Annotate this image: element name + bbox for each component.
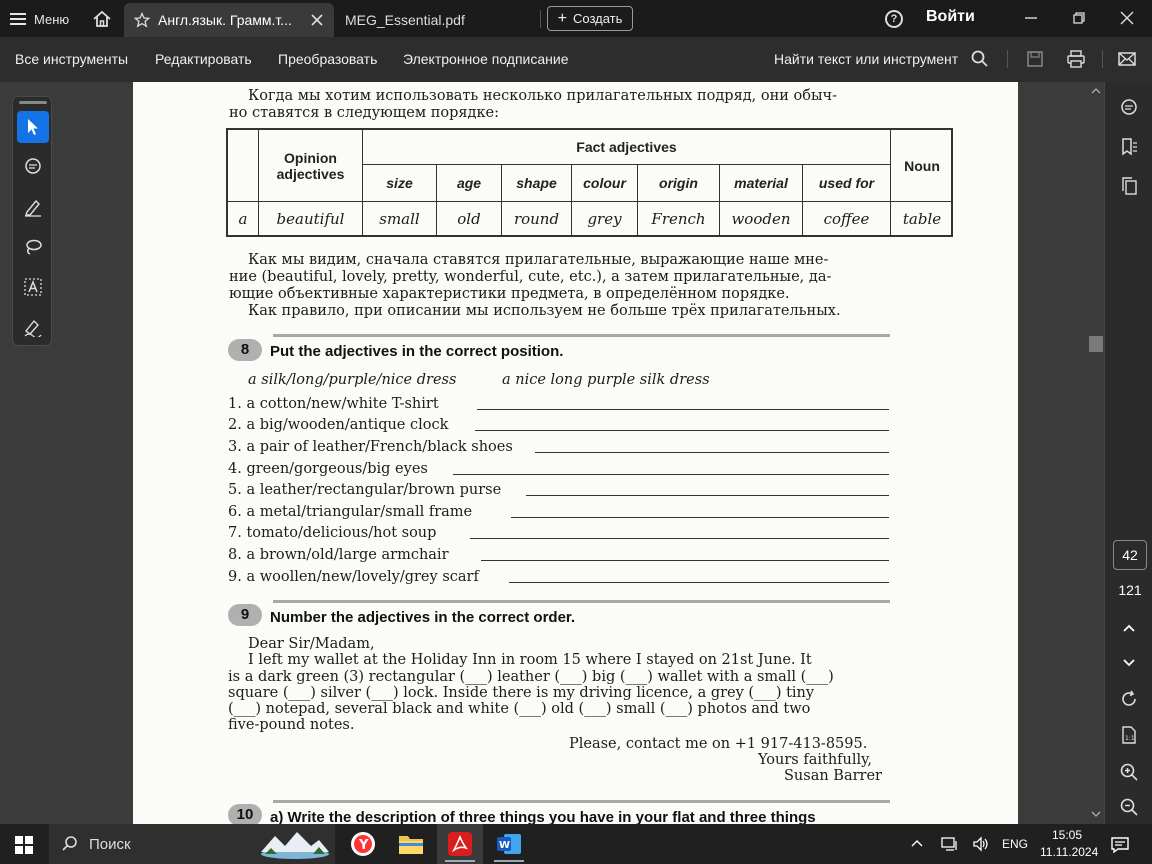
- signature-icon: [23, 317, 43, 337]
- letter-signature: Susan Barrer: [784, 768, 882, 784]
- edit-button[interactable]: Редактировать: [155, 51, 252, 67]
- text-box-icon: [23, 277, 43, 297]
- answer-line[interactable]: [526, 495, 889, 496]
- help-icon[interactable]: ?: [885, 10, 903, 28]
- minimize-icon[interactable]: [1021, 8, 1041, 28]
- windows-taskbar: [0, 824, 1152, 864]
- explain-line-1: Как мы видим, сначала ставятся прилагательные, выражающие наше мне-: [248, 252, 829, 268]
- search-icon: [61, 835, 79, 853]
- yandex-browser-icon: [350, 831, 376, 857]
- col-material: material: [720, 165, 803, 202]
- create-label: Создать: [572, 11, 623, 26]
- exercise-9-badge: 9: [228, 604, 262, 626]
- lasso-icon: [23, 237, 43, 257]
- save-icon[interactable]: [1025, 49, 1045, 69]
- all-tools-button[interactable]: Все инструменты: [15, 51, 129, 67]
- search-icon[interactable]: [970, 49, 990, 69]
- section-rule: [273, 334, 890, 337]
- menu-button[interactable]: [10, 8, 69, 30]
- tab-meg-essential[interactable]: [345, 3, 535, 37]
- letter-closing: Please, contact me on +1 917-413-8595.: [569, 736, 868, 752]
- table-cell: a: [228, 202, 259, 235]
- exercise-8-badge: 8: [228, 339, 262, 361]
- exercise-10-badge: 10: [228, 804, 262, 824]
- col-size: size: [363, 165, 437, 202]
- drag-handle[interactable]: [19, 101, 47, 104]
- table-cell: grey: [572, 202, 638, 235]
- svg-text:1:1: 1:1: [1125, 735, 1135, 742]
- section-rule: [273, 600, 890, 603]
- answer-line[interactable]: [535, 452, 889, 453]
- tab-label: Англ.язык. Грамм.т...: [158, 12, 292, 28]
- answer-line[interactable]: [475, 430, 889, 431]
- answer-line[interactable]: [511, 517, 889, 518]
- zoom-out-icon[interactable]: [1119, 797, 1139, 817]
- explain-line-2: ние (beautiful, lovely, pretty, wonderful, cute, etc.), а затем прилагательные, да-: [229, 269, 832, 285]
- sign-tool-button[interactable]: [17, 311, 49, 343]
- exercise-item: 9. a woollen/new/lovely/grey scarf: [228, 569, 479, 585]
- table-cell: coffee: [803, 202, 891, 235]
- bookmark-icon[interactable]: [1119, 137, 1139, 157]
- answer-line[interactable]: [477, 409, 889, 410]
- star-icon[interactable]: [134, 12, 150, 28]
- text-tool-button[interactable]: [17, 271, 49, 303]
- convert-button[interactable]: Преобразовать: [278, 51, 378, 67]
- answer-line[interactable]: [481, 560, 889, 561]
- table-corner-cell: [228, 130, 259, 202]
- table-cell: small: [363, 202, 437, 235]
- find-tool-button[interactable]: Найти текст или инструмент: [774, 51, 959, 67]
- col-age: age: [437, 165, 502, 202]
- email-icon[interactable]: [1117, 49, 1137, 69]
- divider: [1102, 50, 1103, 68]
- letter-closing: Yours faithfully,: [758, 752, 873, 768]
- hamburger-icon: [10, 13, 26, 25]
- noun-header: Noun: [891, 130, 953, 202]
- clock-date[interactable]: 11.11.2024: [1040, 845, 1099, 859]
- right-sidebar: [1104, 82, 1152, 824]
- taskbar-acrobat[interactable]: [437, 824, 483, 864]
- pages-icon[interactable]: [1119, 176, 1139, 196]
- divider: [540, 10, 541, 28]
- cursor-icon: [25, 118, 41, 136]
- taskbar-search-box[interactable]: [49, 824, 335, 864]
- comment-icon: [23, 157, 43, 177]
- exercise-item: 5. a leather/rectangular/brown purse: [228, 482, 502, 498]
- notifications-icon[interactable]: [1110, 835, 1130, 855]
- login-button[interactable]: Войти: [926, 8, 975, 25]
- pdf-page: [133, 82, 1018, 824]
- col-shape: shape: [502, 165, 572, 202]
- svg-text:W: W: [499, 840, 511, 851]
- col-colour: colour: [572, 165, 638, 202]
- explain-line-3: ющие объективные характеристики предмета, в определённом порядке.: [229, 286, 790, 302]
- table-cell: table: [902, 209, 942, 228]
- folder-icon: [398, 833, 424, 855]
- table-cell: wooden: [720, 202, 803, 235]
- table-cell: beautiful: [259, 202, 363, 235]
- taskbar-file-explorer[interactable]: [388, 824, 434, 864]
- section-rule: [273, 800, 890, 803]
- answer-line[interactable]: [453, 474, 889, 475]
- word-icon: [496, 833, 522, 855]
- chevron-down-icon[interactable]: [1119, 652, 1139, 672]
- landscape-search-highlight-icon: [257, 828, 333, 860]
- exercise-item: 3. a pair of leather/French/black shoes: [228, 439, 513, 455]
- volume-icon[interactable]: [972, 835, 990, 853]
- refresh-icon[interactable]: [1119, 689, 1139, 709]
- acrobat-icon: [448, 832, 472, 856]
- example-answer: a nice long purple silk dress: [502, 372, 710, 388]
- exercise-item: 6. a metal/triangular/small frame: [228, 504, 473, 520]
- letter-line: I left my wallet at the Holiday Inn in room 15 where I stayed on 21st June. It: [248, 652, 812, 668]
- quick-tools-panel: [12, 96, 52, 346]
- example-question: a silk/long/purple/nice dress: [248, 372, 457, 388]
- scroll-thumb[interactable]: [1089, 336, 1103, 352]
- total-pages: 121: [1118, 582, 1142, 598]
- main-toolbar: [0, 37, 1152, 82]
- close-window-icon[interactable]: [1117, 8, 1137, 28]
- tray-overflow-icon[interactable]: [910, 837, 924, 851]
- col-used-for: used for: [803, 165, 891, 202]
- plus-icon: +: [557, 9, 567, 27]
- tab-document-active[interactable]: [124, 3, 334, 37]
- exercise-item: 1. a cotton/new/white T-shirt: [228, 396, 439, 412]
- select-tool-button[interactable]: [17, 111, 49, 143]
- answer-line[interactable]: [509, 582, 889, 583]
- adjective-order-table: [226, 128, 953, 237]
- fit-page-icon[interactable]: [1119, 725, 1139, 745]
- draw-tool-button[interactable]: [17, 231, 49, 263]
- fact-header: Fact adjectives: [363, 130, 891, 165]
- table-cell: French: [638, 202, 720, 235]
- search-placeholder: Поиск: [89, 835, 131, 853]
- letter-line: (___) notepad, several black and white (___) old (___) small (___) photos and two: [228, 701, 811, 717]
- keyboard-language[interactable]: ENG: [1002, 837, 1029, 851]
- zoom-in-icon[interactable]: [1119, 762, 1139, 782]
- col-origin: origin: [638, 165, 720, 202]
- answer-line[interactable]: [470, 538, 889, 539]
- exercise-item: 2. a big/wooden/antique clock: [228, 417, 449, 433]
- current-page-input[interactable]: 42: [1113, 540, 1147, 570]
- scroll-down-icon[interactable]: [1091, 810, 1101, 818]
- restore-icon[interactable]: [1069, 8, 1089, 28]
- intro-line-2: но ставятся в следующем порядке:: [229, 105, 499, 121]
- tab-bar: [0, 0, 1152, 37]
- scroll-up-icon[interactable]: [1091, 87, 1101, 95]
- svg-text:Y: Y: [359, 838, 369, 853]
- home-icon[interactable]: [92, 9, 112, 29]
- letter-greeting: Dear Sir/Madam,: [248, 636, 375, 652]
- opinion-header: Opinion adjectives: [259, 130, 363, 202]
- exercise-item: 8. a brown/old/large armchair: [228, 547, 449, 563]
- exercise-8-title: Put the adjectives in the correct position.: [270, 343, 564, 360]
- exercise-10-title: a) Write the description of three things you have in your flat and three things: [270, 809, 816, 824]
- pen-icon: [23, 197, 43, 217]
- print-icon[interactable]: [1066, 49, 1086, 69]
- table-cell: round: [502, 202, 572, 235]
- explain-line-4: Как правило, при описании мы используем не больше трёх прилагательных.: [248, 303, 841, 319]
- letter-line: is a dark green (3) rectangular (___) leather (___) big (___) wallet with a small (___): [228, 669, 834, 685]
- create-button[interactable]: [547, 6, 633, 31]
- menu-label: Меню: [34, 11, 70, 27]
- exercise-item: 7. tomato/delicious/hot soup: [228, 525, 437, 541]
- clock-time[interactable]: 15:05: [1052, 828, 1083, 842]
- windows-start-icon[interactable]: [15, 836, 33, 854]
- exercise-9-title: Number the adjectives in the correct order.: [270, 609, 576, 626]
- letter-line: square (___) silver (___) lock. Inside there is my driving licence, a grey (___) tiny: [228, 685, 815, 701]
- vertical-scrollbar[interactable]: [1088, 82, 1104, 824]
- letter-line: five-pound notes.: [228, 717, 355, 733]
- taskbar-yandex-browser[interactable]: [340, 824, 386, 864]
- divider: [1007, 50, 1008, 68]
- tab-label: MEG_Essential.pdf: [345, 12, 465, 28]
- comment-panel-icon[interactable]: [1119, 98, 1139, 118]
- highlight-tool-button[interactable]: [17, 191, 49, 223]
- table-cell: old: [437, 202, 502, 235]
- network-icon[interactable]: [940, 835, 958, 853]
- close-tab-icon[interactable]: [310, 13, 324, 27]
- exercise-item: 4. green/gorgeous/big eyes: [228, 461, 428, 477]
- chevron-up-icon[interactable]: [1119, 618, 1139, 638]
- intro-line-1: Когда мы хотим использовать несколько прилагательных подряд, они обыч-: [248, 88, 838, 104]
- taskbar-word[interactable]: [486, 824, 532, 864]
- comment-tool-button[interactable]: [17, 151, 49, 183]
- e-sign-button[interactable]: Электронное подписание: [403, 51, 569, 67]
